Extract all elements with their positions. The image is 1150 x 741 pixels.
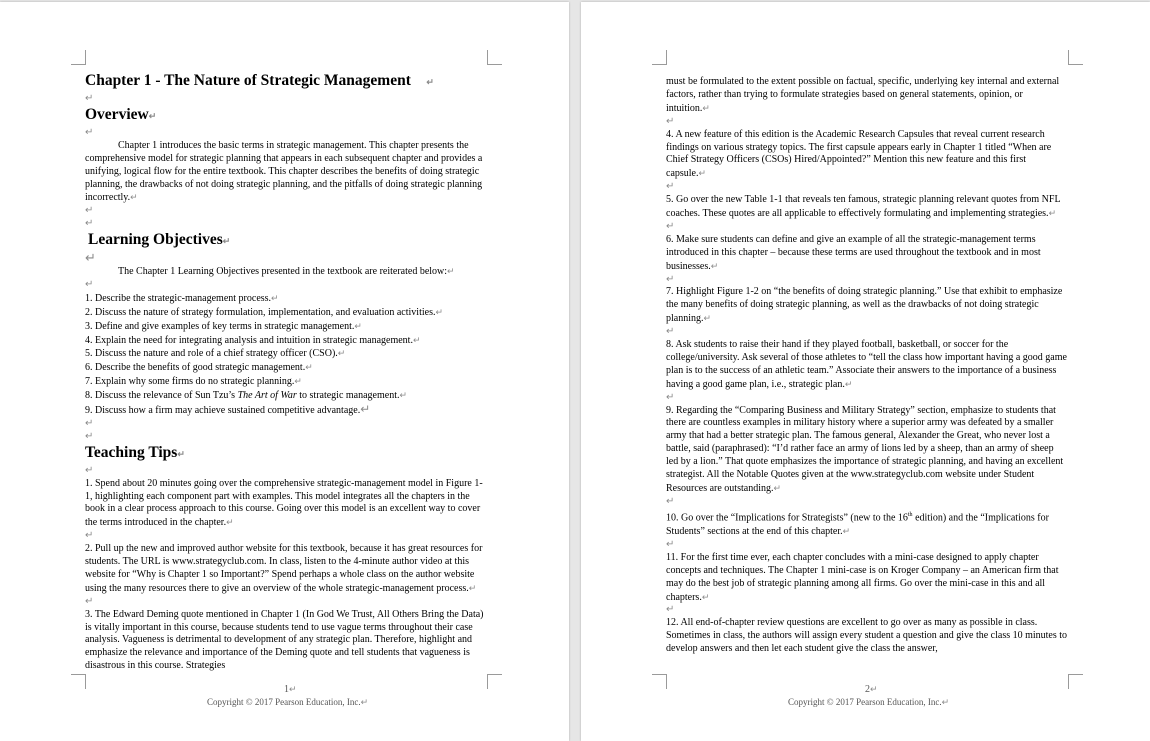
list-item: 2. Discuss the nature of strategy formulation, implementation, and evaluation activities.↵ [85,306,444,318]
learning-objectives-heading: Learning Objectives↵ [88,231,231,249]
empty-paragraph: ↵ [666,115,675,127]
crop-mark-bottom-left [71,674,86,689]
empty-paragraph: ↵ [85,464,94,476]
list-item: 5. Discuss the nature and role of a chief strategy officer (CSO).↵ [85,348,346,360]
copyright-footer: Copyright © 2017 Pearson Education, Inc.↵ [207,697,369,707]
crop-mark-top-left [71,50,86,65]
empty-paragraph: ↵ [85,595,94,607]
document-page-2 [581,2,1150,741]
list-item: 7. Explain why some firms do no strategic planning.↵ [85,376,302,388]
teaching-tip-11: 11. For the first time ever, each chapter concludes with a mini-case designed to apply chapter concepts and techniques. The Chapter 1 mini-case is on Kroger Company – an American firm that may do the best job of strategic planning among all firms. Go over the mini-case in this and all chapters.↵ [666,551,1059,603]
overview-heading: Overview↵ [85,105,157,123]
teaching-tip-7: 7. Highlight Figure 1-2 on “the benefits of doing strategic planning.” Use that exhibit to emphasize the many benefits of doing strategic planning, as well as the drawbacks of not doing strategic planning.↵ [666,286,1063,325]
empty-paragraph: ↵ [85,530,94,542]
copyright-footer: Copyright © 2017 Pearson Education, Inc.↵ [788,697,950,707]
objectives-intro: The Chapter 1 Learning Objectives presented in the textbook are reiterated below:↵ [118,265,455,277]
empty-paragraph: ↵ [85,126,94,138]
page-number: 2↵ [865,684,878,695]
teaching-tip-9: 9. Regarding the “Comparing Business and Military Strategy” section, emphasize to students that there are countless examples in military history where a superior army was defeated by a smaller army that had a better strategic plan. The famous general, Alexander the Great, who never lost a battle, said (paraphrased): “I’d rather face an army of lions led by a sheep, than an army of sheep led by a lion.” That quote emphasizes the importance of strategic planning, and having an excellent strategist. All the Notable Quotes given at the www.strategyclub.com website under Student Resources are outstanding.↵ [666,404,1064,494]
teaching-tip-6: 6. Make sure students can define and give an example of all the strategic-management terms introduced in this chapter – because these terms are used throughout the textbook and in most businesses.↵ [666,233,1041,272]
learning-objectives-list [85,292,487,418]
empty-paragraph: ↵ [666,326,675,338]
chapter-title: Chapter 1 - The Nature of Strategic Management ↵ [85,72,434,89]
empty-paragraph: ↵ [666,220,675,232]
page-1-body[interactable] [85,70,487,673]
page-2-body[interactable] [666,76,1068,656]
teaching-tip-3: 3. The Edward Deming quote mentioned in Chapter 1 (In God We Trust, All Others Bring the Data) is vitally important in this course, because students tend to use vague terms throughout their case analysis. Vagueness is detrimental to development of any strategic plan. Therefore, highlight and emphasize the relevance and importance of the Deming quote and tell students that vagueness is disastrous in this course. Strategies [85,608,484,672]
crop-mark-bottom-left [652,674,667,689]
teaching-tip-12: 12. All end-of-chapter review questions are excellent to go over as many as possible in class. Sometimes in class, the authors will assign every student a question and give the class 10 minutes to develop answers and then let each student give the class the answer, [666,617,1068,655]
list-item: 9. Discuss how a firm may achieve sustained competitive advantage.↵ [85,402,371,417]
continued-paragraph: must be formulated to the extent possible on factual, specific, underlying key internal and external factors, rather than trying to formulate strategies based on general statements, opinion, or intuition.↵ [666,76,1060,114]
empty-paragraph: ↵ [666,391,675,403]
empty-paragraph: ↵ [85,93,94,104]
empty-paragraph: ↵ [85,417,94,429]
list-item: 6. Describe the benefits of good strategic management.↵ [85,362,313,374]
teaching-tip-4: 4. A new feature of this edition is the Academic Research Capsules that reveal current research findings on various strategy topics. The first capsule appears early in Chapter 1 titled “When are Chief Strategy Officers (CSOs) Hired/Appointed?” Mention this new feature and this first capsule.↵ [666,128,1052,180]
teaching-tip-10: 10. Go over the “Implications for Strategists” (new to the 16th edition) and the “Implications for Students” sections at the end of this chapter.↵ [666,511,1049,538]
empty-paragraph: ↵ [666,181,675,193]
empty-paragraph: ↵ [666,495,675,507]
crop-mark-top-right [487,50,502,65]
teaching-tip-5: 5. Go over the new Table 1-1 that reveals ten famous, strategic planning relevant quotes from NFL coaches. These quotes are all applicable to effectively formulating and implementing strategies.↵ [666,194,1061,220]
crop-mark-bottom-right [1068,674,1083,689]
empty-paragraph: ↵ [666,604,675,616]
empty-paragraph: ↵ [85,278,94,290]
list-item: 1. Describe the strategic-management process.↵ [85,292,279,304]
empty-paragraph: ↵ [85,218,94,230]
list-item: 8. Discuss the relevance of Sun Tzu’s The Art of War to strategic management.↵ [85,390,408,402]
crop-mark-bottom-right [487,674,502,689]
list-item: 4. Explain the need for integrating analysis and intuition in strategic management.↵ [85,334,421,346]
teaching-tip-8: 8. Ask students to raise their hand if they played football, basketball, or soccer for the college/university. Ask several of those athletes to “tell the class how important having a good game plan is to the success of an athletic team.” Associate their answers to the importance of a business having a good game plan, i.e., strategic plan.↵ [666,339,1067,390]
crop-mark-top-right [1068,50,1083,65]
empty-paragraph: ↵ [666,273,675,285]
teaching-tips-heading: Teaching Tips↵ [85,443,185,461]
empty-paragraph: ↵ [85,205,94,217]
empty-paragraph: ↵ [85,430,94,442]
document-page-1 [0,2,569,741]
list-item: 3. Define and give examples of key terms in strategic management.↵ [85,320,362,332]
crop-mark-top-left [652,50,667,65]
overview-paragraph: Chapter 1 introduces the basic terms in strategic management. This chapter presents the comprehensive model for strategic planning that appears in each subsequent chapter and provides a unifying, logical flow for the entire textbook. This chapter describes the benefits of doing strategic planning, the drawbacks of not doing strategic planning, and the pitfalls of doing strategic planning incorrectly.↵ [85,139,483,204]
teaching-tip-2: 2. Pull up the new and improved author website for this textbook, because it has great resources for students. The URL is www.strategyclub.com. In class, listen to the 4-minute author video at this website for “Why is Chapter 1 so Important?” Spend perhaps a whole class on the author website using the many resources there to give an overview of the whole strategic-management process.↵ [85,543,483,594]
page-number: 1↵ [284,684,297,695]
empty-paragraph: ↵ [85,250,96,266]
empty-paragraph: ↵ [666,538,675,550]
teaching-tip-1: 1. Spend about 20 minutes going over the comprehensive strategic-management model in Figure 1-1, highlighting each component part with examples. This model integrates all the chapters in the book in a clear process approach to this course. Going over this model is an excellent way to cover the terms introduced in the chapter.↵ [85,477,483,529]
